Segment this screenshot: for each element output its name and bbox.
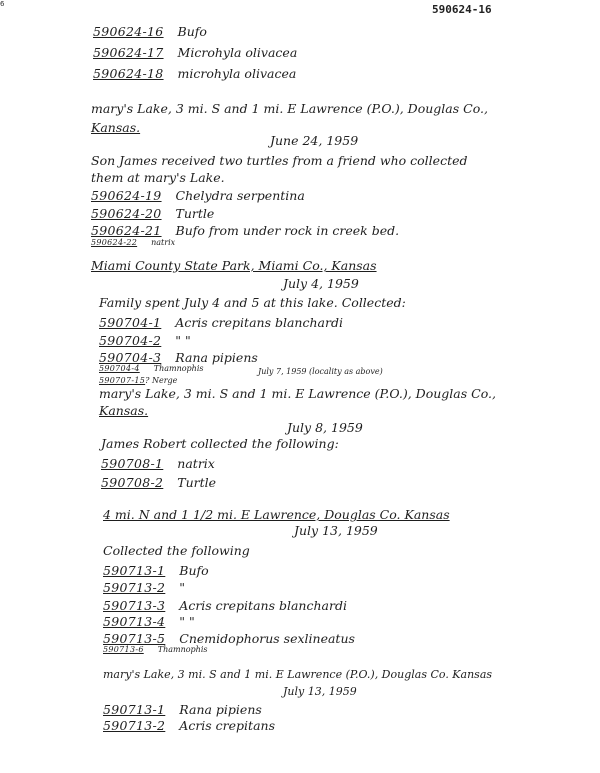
entry-line	[101, 475, 216, 490]
catalog-number: 590704-2	[99, 333, 162, 348]
locality-heading: mary's Lake, 3 mi. S and 1 mi. E Lawrence (P.O.), Douglas Co. Kansas	[103, 668, 493, 681]
specimen-name: Rana pipiens	[179, 702, 262, 717]
catalog-number: 590708-1	[101, 456, 164, 471]
date-line: July 13, 1959	[294, 523, 378, 538]
specimen-name: Turtle	[177, 475, 217, 490]
specimen-name: Acris crepitans blanchardi	[179, 598, 347, 613]
date-line: July 13, 1959	[283, 685, 357, 698]
specimen-name: Bufo	[179, 563, 209, 578]
catalog-number: 590624-16	[93, 24, 164, 39]
entry-line	[103, 645, 207, 655]
catalog-number: 590704-1	[99, 315, 162, 330]
specimen-name: Chelydra serpentina	[175, 188, 305, 203]
catalog-number: 590624-18	[93, 66, 164, 81]
specimen-name: Thamnophis	[153, 364, 204, 373]
corner-mark: 6	[0, 0, 5, 8]
entry-line	[99, 364, 203, 374]
entry-line	[99, 350, 258, 365]
specimen-name: natrix	[151, 238, 176, 247]
specimen-name: ? Nerge	[145, 376, 178, 385]
specimen-name: Acris crepitans blanchardi	[175, 315, 343, 330]
entry-line	[99, 333, 191, 348]
entry-line	[99, 315, 343, 330]
entry-line	[103, 614, 195, 629]
date-line: July 8, 1959	[287, 420, 363, 435]
catalog-number: 590713-2	[103, 580, 166, 595]
specimen-name: " "	[179, 614, 195, 629]
date-line: June 24, 1959	[270, 133, 359, 148]
catalog-number: 590704-3	[99, 350, 162, 365]
entry-line	[103, 702, 262, 717]
specimen-name: Bufo from under rock in creek bed.	[175, 223, 400, 238]
catalog-number: 590708-2	[101, 475, 164, 490]
locality-heading: mary's Lake, 3 mi. S and 1 mi. E Lawrence (P.O.), Douglas Co.,	[91, 101, 488, 116]
specimen-name: Bufo	[177, 24, 207, 39]
specimen-name: "	[179, 580, 186, 595]
specimen-name: Acris crepitans	[179, 718, 275, 733]
entry-line	[103, 718, 275, 733]
note-line: Family spent July 4 and 5 at this lake. Collected:	[99, 295, 406, 310]
entry-line	[91, 238, 175, 248]
entry-line	[103, 631, 355, 646]
entry-line	[91, 206, 214, 221]
catalog-number: 590713-2	[103, 718, 166, 733]
catalog-number: 590713-1	[103, 702, 166, 717]
locality-heading: Miami County State Park, Miami Co., Kansas	[91, 258, 377, 273]
specimen-name: Thamnophis	[157, 645, 208, 654]
page-id-stamp: 590624-16	[432, 3, 492, 16]
note-line: them at mary's Lake.	[91, 170, 225, 185]
note-line: Collected the following	[103, 543, 250, 558]
entry-line	[103, 598, 347, 613]
locality-heading: 4 mi. N and 1 1/2 mi. E Lawrence, Douglas Co. Kansas	[103, 507, 450, 522]
catalog-number: 590624-17	[93, 45, 164, 60]
entry-line	[91, 188, 305, 203]
entry-line	[101, 456, 215, 471]
catalog-number: 590624-22	[91, 238, 138, 247]
date-note: July 7, 1959 (locality as above)	[258, 367, 383, 376]
catalog-number: 590707-15	[99, 376, 146, 385]
entry-line	[93, 66, 296, 81]
locality-heading-cont: Kansas.	[91, 120, 141, 135]
catalog-number: 590624-21	[91, 223, 162, 238]
specimen-name: Cnemidophorus sexlineatus	[179, 631, 355, 646]
entry-line	[103, 580, 185, 595]
entry-line	[103, 563, 209, 578]
specimen-name: Turtle	[175, 206, 215, 221]
entry-line	[93, 24, 207, 39]
specimen-name: Microhyla olivacea	[177, 45, 298, 60]
catalog-number: 590713-5	[103, 631, 166, 646]
specimen-name: Rana pipiens	[175, 350, 258, 365]
date-line: July 4, 1959	[283, 276, 359, 291]
specimen-name: " "	[175, 333, 191, 348]
entry-line	[93, 45, 297, 60]
catalog-number: 590624-20	[91, 206, 162, 221]
catalog-number: 590713-3	[103, 598, 166, 613]
catalog-number: 590704-4	[99, 364, 140, 373]
entry-line	[99, 376, 177, 386]
note-line: James Robert collected the following:	[101, 436, 339, 451]
specimen-name: microhyla olivacea	[177, 66, 297, 81]
catalog-number: 590713-4	[103, 614, 166, 629]
locality-heading: mary's Lake, 3 mi. S and 1 mi. E Lawrence (P.O.), Douglas Co.,	[99, 386, 496, 401]
catalog-number: 590713-6	[103, 645, 144, 654]
specimen-name: natrix	[177, 456, 215, 471]
note-line: Son James received two turtles from a friend who collected	[91, 153, 468, 168]
catalog-number: 590624-19	[91, 188, 162, 203]
entry-line	[91, 223, 399, 238]
catalog-number: 590713-1	[103, 563, 166, 578]
locality-heading-cont: Kansas.	[99, 403, 149, 418]
